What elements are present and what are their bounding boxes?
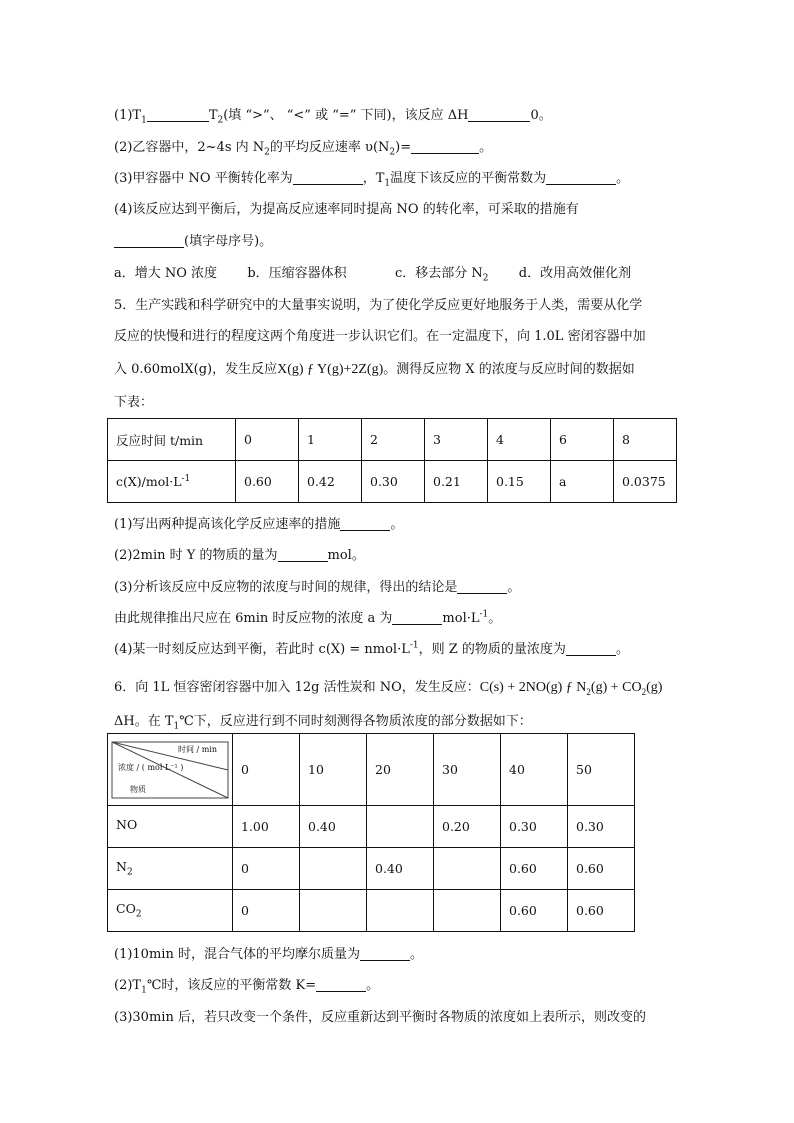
value-cell: 0.60 [568, 890, 635, 932]
value-cell: 0.60 [236, 461, 299, 503]
q5-intro-line3: 入 0.60molX(g)，发生反应X(g) ƒ Y(g)+2Z(g)。测得反应物 X 的浓度与反应时间的数据如 [114, 362, 635, 377]
value-cell: 0.60 [568, 848, 635, 890]
diag-conc-label: 浓度 / ( mol·L⁻¹ ) [118, 763, 184, 772]
value-cell: 0 [233, 890, 300, 932]
q4-part2: (2)乙容器中，2~4s 内 $N_2$的平均反应速率 $\upsilon(N_2)=$ 。 [114, 140, 493, 158]
q5-sub3-cont: 由此规律推出尺应在 6min 时反应物的浓度 a 为 $mol\cdot L^{-1}$。 [114, 609, 502, 626]
q4-options [114, 262, 631, 284]
q6-intro-line2: ΔH。在 $T_1℃$下，反应进行到不同时刻测得各物质浓度的部分数据如下： [114, 714, 532, 732]
q5-sub1: (1)写出两种提高该化学反应速率的措施 。 [114, 517, 404, 532]
blank[interactable] [546, 170, 616, 185]
table-row [108, 734, 635, 806]
diag-time-label: 时间 / min [178, 745, 218, 754]
value-cell: 0.60 [501, 890, 568, 932]
time-cell: 10 [300, 734, 367, 806]
blank[interactable] [293, 170, 363, 185]
value-cell: a [551, 461, 614, 503]
q4-part4: (4)该反应达到平衡后，为提高反应速率同时提高 NO 的转化率，可采取的措施有 [114, 202, 579, 217]
q6-sub1: (1)10min 时，混合气体的平均摩尔质量为 。 [114, 947, 423, 962]
time-cell: 0 [233, 734, 300, 806]
value-cell: 0.30 [501, 806, 568, 848]
value-cell: 0.40 [367, 848, 434, 890]
blank[interactable] [457, 579, 507, 594]
time-cell: 1 [299, 419, 362, 461]
blank[interactable] [114, 233, 184, 248]
q6-data-table [107, 733, 635, 932]
time-header: 反应时间 t/min [108, 419, 236, 461]
blank[interactable] [566, 641, 616, 656]
value-cell [367, 806, 434, 848]
option-a: a．增大 NO 浓度 [114, 266, 218, 281]
option-c: c．移去部分 $N_2$ [394, 266, 489, 284]
diagonal-header-cell [108, 734, 233, 806]
blank[interactable] [360, 946, 410, 961]
reaction-equation: X(g) ƒ Y(g)+2Z(g) [277, 362, 384, 377]
table-row [108, 848, 635, 890]
table-row [108, 461, 677, 503]
q5-data-table [107, 418, 677, 503]
q5-intro-line4: 下表： [114, 395, 154, 410]
time-cell: 3 [425, 419, 488, 461]
blank[interactable] [468, 107, 530, 122]
value-cell: 0.21 [425, 461, 488, 503]
q4-part3: (3)甲容器中 NO 平衡转化率为 ，$T_1$温度下该反应的平衡常数为 。 [114, 171, 630, 189]
value-cell: 0.0375 [614, 461, 677, 503]
time-cell: 2 [362, 419, 425, 461]
value-cell: 0.15 [488, 461, 551, 503]
value-cell [434, 890, 501, 932]
reaction-equation: C(s) + 2NO(g) ƒ $N_2(g) + CO_2(g)$ [479, 680, 663, 697]
table-row [108, 806, 635, 848]
value-cell: 1.00 [233, 806, 300, 848]
time-cell: 30 [434, 734, 501, 806]
value-cell [434, 848, 501, 890]
time-cell: 40 [501, 734, 568, 806]
option-b: b．压缩容器体积 [247, 266, 347, 281]
blank[interactable] [147, 107, 209, 122]
blank[interactable] [340, 516, 390, 531]
time-cell: 50 [568, 734, 635, 806]
q4-part4-answer: (填字母序号)。 [114, 230, 272, 249]
value-cell: 0.30 [362, 461, 425, 503]
value-cell [367, 890, 434, 932]
blank[interactable] [316, 977, 366, 992]
value-cell: 0.30 [568, 806, 635, 848]
value-cell: 0 [233, 848, 300, 890]
blank[interactable] [278, 547, 328, 562]
blank[interactable] [411, 139, 479, 154]
time-cell: 6 [551, 419, 614, 461]
value-cell [300, 890, 367, 932]
q5-intro-line2: 反应的快慢和进行的程度这两个角度进一步认识它们。在一定温度下，向 1.0L 密闭容器中加 [114, 329, 646, 344]
q5-sub2: (2)2min 时 Y 的物质的量为 mol。 [114, 548, 365, 563]
concentration-header: $c(X)/mol\cdot L^{-1}$ [108, 461, 236, 503]
blank[interactable] [392, 610, 442, 625]
value-cell: 0.42 [299, 461, 362, 503]
substance-cell: NO [108, 806, 233, 848]
value-cell: 0.60 [501, 848, 568, 890]
q4-part1: $(1)T_1$ $T_2$(填 “>”、 “<” 或 “=” 下同)，该反应 ΔH 0。 [114, 108, 552, 126]
value-cell [300, 848, 367, 890]
q5-intro-line1: 5．生产实践和科学研究中的大量事实说明，为了使化学反应更好地服务于人类，需要从化学 [114, 298, 643, 313]
value-cell: 0.40 [300, 806, 367, 848]
time-cell: 8 [614, 419, 677, 461]
table-row [108, 890, 635, 932]
time-cell: 4 [488, 419, 551, 461]
q6-sub3: (3)30min 后，若只改变一个条件，反应重新达到平衡时各物质的浓度如上表所示，则改变的 [114, 1010, 646, 1025]
value-cell: 0.20 [434, 806, 501, 848]
q6-intro-line1: 6．向 1L 恒容密闭容器中加入 12g 活性炭和 NO，发生反应：C(s) + 2NO(g) ƒ $N_2(g) + CO_2(g)$ [114, 680, 663, 697]
table-row [108, 419, 677, 461]
time-cell: 0 [236, 419, 299, 461]
substance-cell: $N_2$ [108, 848, 233, 890]
q6-sub2: $(2)T_1℃$时，该反应的平衡常数 K= 。 [114, 978, 380, 996]
option-d: d．改用高效催化剂 [518, 266, 632, 281]
q5-sub3: (3)分析该反应中反应物的浓度与时间的规律，得出的结论是 。 [114, 580, 521, 595]
substance-cell: $CO_2$ [108, 890, 233, 932]
time-cell: 20 [367, 734, 434, 806]
q5-sub4: (4)某一时刻反应达到平衡，若此时 $c(X) = nmol\cdot L^{-1}$，则 Z 的物质的量浓度为 。 [114, 640, 629, 657]
diag-sub-label: 物质 [130, 785, 146, 794]
